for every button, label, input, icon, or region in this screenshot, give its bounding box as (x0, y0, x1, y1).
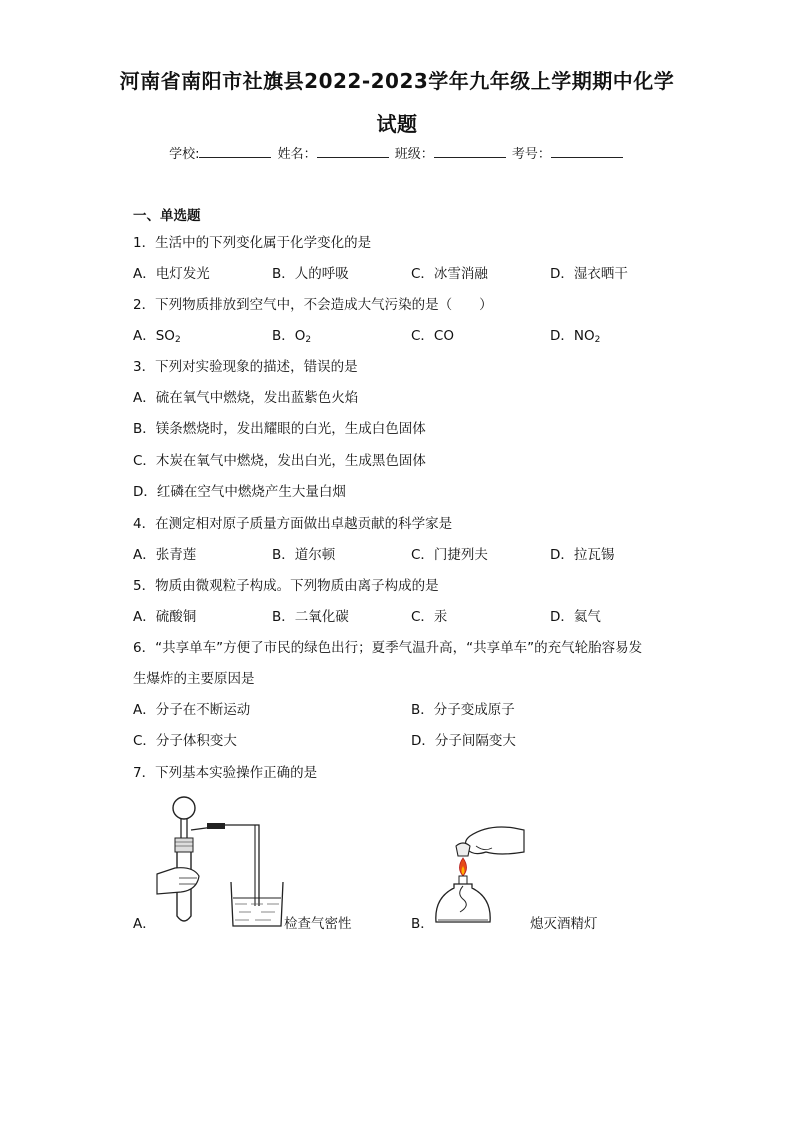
question-6-stem-continued: 生爆炸的主要原因是 (133, 671, 255, 687)
q3-option-a: A．硫在氧气中燃烧，发出蓝紫色火焰 (133, 390, 359, 406)
q6-option-c: C．分子体积变大 (133, 733, 237, 749)
name-blank[interactable] (317, 143, 389, 158)
q1-option-c: C．冰雪消融 (411, 266, 488, 282)
q2-option-d: D．$NO_2$ (550, 328, 601, 345)
q3-option-b: B．镁条燃烧时，发出耀眼的白光，生成白色固体 (133, 421, 426, 437)
question-7-stem: 7．下列基本实验操作正确的是 (133, 765, 318, 781)
school-label: 学校: (169, 147, 200, 162)
q6-option-b: B．分子变成原子 (411, 702, 515, 718)
q1-option-b: B．人的呼吸 (272, 266, 349, 282)
q5-option-b: B．二氧化碳 (272, 609, 349, 625)
q7-option-b-label: B． (411, 916, 434, 932)
q1-option-a: A．电灯发光 (133, 266, 210, 282)
q7-option-a-caption: 检查气密性 (284, 916, 352, 932)
q2-option-c: C．CO (411, 328, 454, 344)
alcohol-lamp-figure (430, 822, 526, 932)
question-1-stem: 1．生活中的下列变化属于化学变化的是 (133, 235, 372, 251)
q4-option-b: B．道尔顿 (272, 547, 336, 563)
q5-option-c: C．汞 (411, 609, 448, 625)
q7-option-b-caption: 熄灭酒精灯 (530, 916, 598, 932)
exam-title-continued: 试题 (376, 112, 418, 136)
question-6-stem: 6．“共享单车”方便了市民的绿色出行；夏季气温升高，“共享单车”的充气轮胎容易发 (133, 640, 643, 656)
question-5-stem: 5．物质由微观粒子构成。下列物质由离子构成的是 (133, 578, 439, 594)
class-label: 班级： (394, 147, 434, 162)
number-label: 考号： (511, 147, 551, 162)
class-blank[interactable] (434, 143, 506, 158)
name-label: 姓名： (277, 147, 317, 162)
q7-option-a-label: A． (133, 916, 156, 932)
q6-option-d: D．分子间隔变大 (411, 733, 516, 749)
q5-option-d: D．氦气 (550, 609, 601, 625)
question-2-stem: 2．下列物质排放到空气中，不会造成大气污染的是（ ） (133, 297, 493, 313)
q5-option-a: A．硫酸铜 (133, 609, 197, 625)
q1-option-d: D．湿衣晒干 (550, 266, 628, 282)
q4-option-d: D．拉瓦锡 (550, 547, 615, 563)
section-heading: 一、单选题 (133, 208, 201, 224)
question-4-stem: 4．在测定相对原子质量方面做出卓越贡献的科学家是 (133, 516, 453, 532)
student-info-row (0, 143, 794, 165)
q3-option-c: C．木炭在氧气中燃烧，发出白光，生成黑色固体 (133, 453, 426, 469)
question-3-stem: 3．下列对实验现象的描述，错误的是 (133, 359, 358, 375)
exam-title: 河南省南阳市社旗县2022-2023学年九年级上学期期中化学 (119, 69, 675, 93)
q4-option-a: A．张青莲 (133, 547, 197, 563)
school-blank[interactable] (199, 143, 271, 158)
q4-option-c: C．门捷列夫 (411, 547, 488, 563)
airtightness-check-figure (155, 794, 285, 930)
q2-option-b: B．$O_2$ (272, 328, 312, 345)
q2-option-a: A．$SO_2$ (133, 328, 181, 345)
number-blank[interactable] (551, 143, 623, 158)
q3-option-d: D．红磷在空气中燃烧产生大量白烟 (133, 484, 346, 500)
q6-option-a: A．分子在不断运动 (133, 702, 251, 718)
